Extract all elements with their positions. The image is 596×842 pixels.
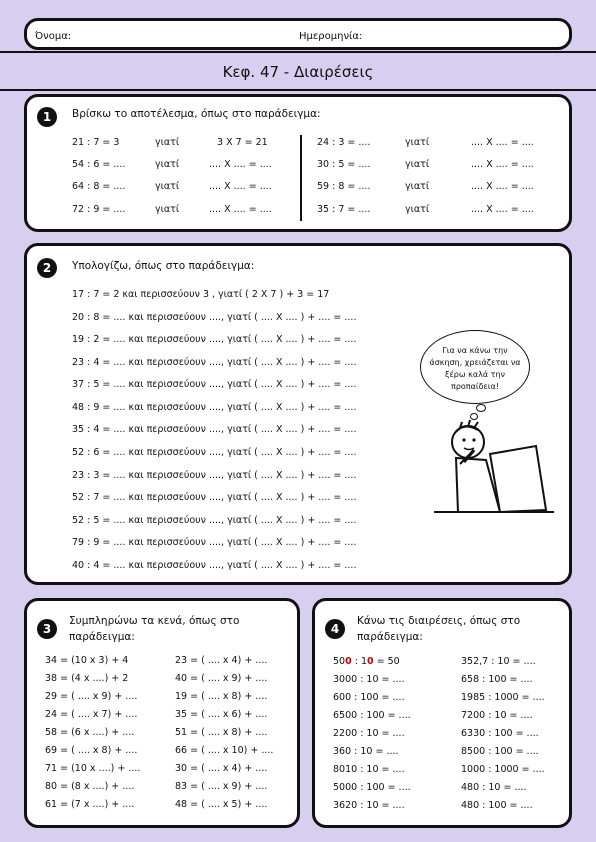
ex1-right-why: γιατί (405, 159, 430, 170)
ex4-example: 500 : 10 = 50 (333, 656, 400, 667)
exercise-1-number: 1 (37, 107, 57, 127)
ex3-right-item: 35 = ( .... x 6) + .... (175, 709, 268, 720)
ex1-left-why: γιατί (155, 159, 180, 170)
ex4-right-item: 8500 : 100 = .... (461, 746, 539, 757)
exercise-1-box (24, 94, 572, 232)
ex1-right-eq: 35 : 7 = .... (317, 204, 371, 215)
ex3-left-item: 69 = ( .... x 8) + .... (45, 745, 138, 756)
ex3-left-item: 71 = (10 x ....) + .... (45, 763, 141, 774)
thought-bubble (420, 330, 530, 404)
ex4-left-item: 6500 : 100 = .... (333, 710, 411, 721)
page-title: Κεφ. 47 - Διαιρέσεις (222, 63, 374, 81)
ex1-right-check: .... X .... = .... (471, 181, 534, 192)
ex4-left-item: 3000 : 10 = .... (333, 674, 405, 685)
exercise-3-instruction: Συμπληρώνω τα κενά, όπως στο παράδειγμα: (69, 615, 240, 643)
thinking-boy-illustration (428, 416, 556, 518)
ex1-left-check: 3 X 7 = 21 (217, 137, 268, 148)
exercise-2-box (24, 243, 572, 585)
ex2-row: 17 : 7 = 2 και περισσεύουν 3 , γιατί ( 2 X 7 ) + 3 = 17 (72, 289, 330, 300)
ex2-row: 48 : 9 = .... και περισσεύουν ...., γιατί ( .... X .... ) + .... = .... (72, 402, 357, 413)
ex1-left-eq: 64 : 8 = .... (72, 181, 126, 192)
date-label: Ημερομηνία: (299, 31, 363, 42)
ex1-left-check: .... X .... = .... (209, 204, 272, 215)
ex2-row: 40 : 4 = .... και περισσεύουν ...., γιατί ( .... X .... ) + .... = .... (72, 560, 357, 571)
exercise-4-instruction: Κάνω τις διαιρέσεις, όπως στο παράδειγμα: (357, 615, 521, 643)
ex3-left-item: 34 = (10 x 3) + 4 (45, 655, 129, 666)
exercise-4-number: 4 (325, 619, 345, 639)
ex4-left-item: 360 : 10 = .... (333, 746, 399, 757)
ex4-right-item: 7200 : 10 = .... (461, 710, 533, 721)
ex2-row: 37 : 5 = .... και περισσεύουν ...., γιατί ( .... X .... ) + .... = .... (72, 379, 357, 390)
thought-bubble-text: Για να κάνω την άσκηση, χρειάζεται να ξέρω καλά την προπαίδεια! (429, 346, 521, 391)
exercise-3-box (24, 598, 300, 828)
ex4-right-item: 352,7 : 10 = .... (461, 656, 536, 667)
ex3-right-item: 66 = ( .... x 10) + .... (175, 745, 274, 756)
ex2-row: 19 : 2 = .... και περισσεύουν ...., γιατί ( .... X .... ) + .... = .... (72, 334, 357, 345)
title-bar (0, 51, 596, 91)
ex3-right-item: 83 = ( .... x 9) + .... (175, 781, 268, 792)
ex3-left-item: 58 = (6 x ....) + .... (45, 727, 135, 738)
ex1-left-check: .... X .... = .... (209, 181, 272, 192)
ex3-right-item: 48 = ( .... x 5) + .... (175, 799, 268, 810)
ex3-right-item: 30 = ( .... x 4) + .... (175, 763, 268, 774)
name-date-header (24, 18, 572, 50)
ex1-left-why: γιατί (155, 137, 180, 148)
ex3-right-item: 23 = ( .... x 4) + .... (175, 655, 268, 666)
ex2-row: 23 : 3 = .... και περισσεύουν ...., γιατί ( .... X .... ) + .... = .... (72, 470, 357, 481)
ex4-left-item: 8010 : 10 = .... (333, 764, 405, 775)
exercise-2-instruction: Υπολογίζω, όπως στο παράδειγμα: (72, 260, 255, 272)
ex1-right-check: .... X .... = .... (471, 137, 534, 148)
ex1-left-why: γιατί (155, 181, 180, 192)
ex4-left-item: 2200 : 10 = .... (333, 728, 405, 739)
ex4-right-item: 658 : 100 = .... (461, 674, 533, 685)
ex4-right-item: 6330 : 100 = .... (461, 728, 539, 739)
ex2-row: 23 : 4 = .... και περισσεύουν ...., γιατί ( .... X .... ) + .... = .... (72, 357, 357, 368)
ex4-right-item: 480 : 100 = .... (461, 800, 533, 811)
ex3-left-item: 24 = ( .... x 7) + .... (45, 709, 138, 720)
ex3-left-item: 61 = (7 x ....) + .... (45, 799, 135, 810)
ex1-right-eq: 30 : 5 = .... (317, 159, 371, 170)
ex1-left-eq: 54 : 6 = .... (72, 159, 126, 170)
ex3-right-item: 51 = ( .... x 8) + .... (175, 727, 268, 738)
ex1-right-why: γιατί (405, 137, 430, 148)
ex2-row: 79 : 9 = .... και περισσεύουν ...., γιατί ( .... X .... ) + .... = .... (72, 537, 357, 548)
ex4-left-item: 600 : 100 = .... (333, 692, 405, 703)
ex4-left-item: 3620 : 10 = .... (333, 800, 405, 811)
ex1-left-why: γιατί (155, 204, 180, 215)
ex3-right-item: 19 = ( .... x 8) + .... (175, 691, 268, 702)
ex1-right-why: γιατί (405, 181, 430, 192)
thought-dot (476, 404, 486, 412)
ex3-left-item: 80 = (8 x ....) + .... (45, 781, 135, 792)
ex1-right-check: .... X .... = .... (471, 204, 534, 215)
ex2-row: 20 : 8 = .... και περισσεύουν ...., γιατί ( .... X .... ) + .... = .... (72, 312, 357, 323)
ex1-right-why: γιατί (405, 204, 430, 215)
ex4-right-item: 1000 : 1000 = .... (461, 764, 545, 775)
ex2-row: 52 : 6 = .... και περισσεύουν ...., γιατί ( .... X .... ) + .... = .... (72, 447, 357, 458)
exercise-2-number: 2 (37, 258, 57, 278)
ex1-right-eq: 24 : 3 = .... (317, 137, 371, 148)
ex4-right-item: 1985 : 1000 = .... (461, 692, 545, 703)
ex4-right-item: 480 : 10 = .... (461, 782, 527, 793)
ex1-right-eq: 59 : 8 = .... (317, 181, 371, 192)
ex2-row: 35 : 4 = .... και περισσεύουν ...., γιατί ( .... X .... ) + .... = .... (72, 424, 357, 435)
ex1-left-eq: 21 : 7 = 3 (72, 137, 120, 148)
exercise-3-number: 3 (37, 619, 57, 639)
crossed-zero-mark: 0 (367, 656, 374, 667)
name-label: Όνομα: (35, 31, 72, 42)
exercise-4-box (312, 598, 572, 828)
ex3-left-item: 29 = ( .... x 9) + .... (45, 691, 138, 702)
ex1-right-check: .... X .... = .... (471, 159, 534, 170)
ex3-left-item: 38 = (4 x ....) + 2 (45, 673, 129, 684)
column-divider (300, 135, 302, 221)
crossed-zero-mark: 0 (345, 656, 352, 667)
ex2-row: 52 : 7 = .... και περισσεύουν ...., γιατί ( .... X .... ) + .... = .... (72, 492, 357, 503)
ex2-row: 52 : 5 = .... και περισσεύουν ...., γιατί ( .... X .... ) + .... = .... (72, 515, 357, 526)
ex1-left-eq: 72 : 9 = .... (72, 204, 126, 215)
ex1-left-check: .... X .... = .... (209, 159, 272, 170)
ex4-left-item: 5000 : 100 = .... (333, 782, 411, 793)
ex3-right-item: 40 = ( .... x 9) + .... (175, 673, 268, 684)
exercise-1-instruction: Βρίσκω το αποτέλεσμα, όπως στο παράδειγμα: (72, 108, 321, 120)
